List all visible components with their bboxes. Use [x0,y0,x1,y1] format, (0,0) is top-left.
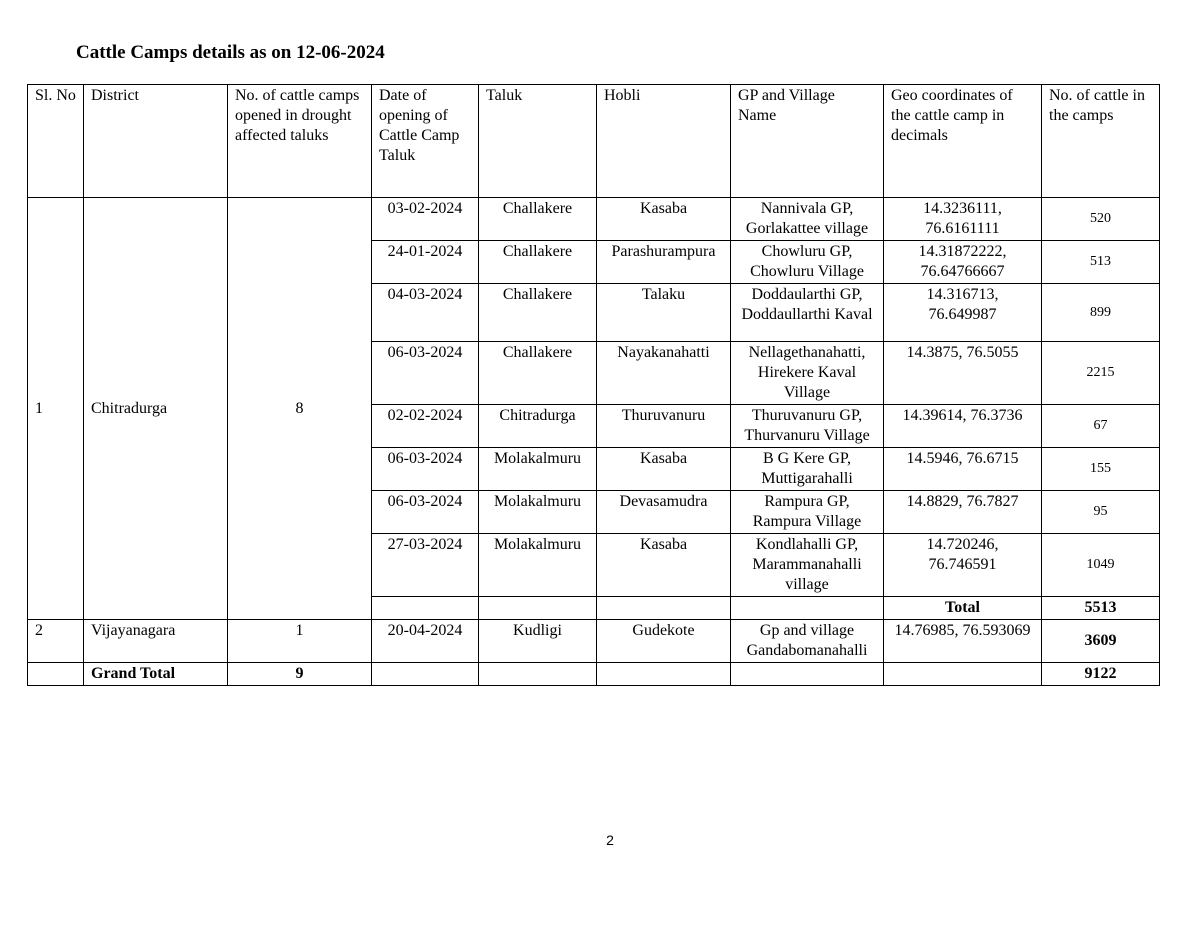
date-cell: 06-03-2024 [372,342,479,405]
cattle-count-cell: 520 [1042,198,1160,241]
taluk-cell: Molakalmuru [479,448,597,491]
gp-village-cell: B G Kere GP, Muttigarahalli [731,448,884,491]
empty-cell [597,597,731,620]
table-row [28,620,1160,663]
gp-village-cell: Gp and village Gandabomanahalli [731,620,884,663]
header-cattle-count: No. of cattle in the camps [1042,85,1160,198]
cattle-count-cell: 1049 [1042,534,1160,597]
gp-village-cell: Chowluru GP, Chowluru Village [731,241,884,284]
empty-cell [479,597,597,620]
header-taluk: Taluk [479,85,597,198]
header-row [28,85,1160,198]
taluk-cell: Molakalmuru [479,534,597,597]
date-cell: 03-02-2024 [372,198,479,241]
date-cell: 04-03-2024 [372,284,479,342]
taluk-cell: Molakalmuru [479,491,597,534]
cattle-count-cell: 95 [1042,491,1160,534]
camps-count-cell: 8 [228,198,372,620]
total-label: Total [884,597,1042,620]
sl-no-cell: 1 [28,198,84,620]
empty-cell [28,663,84,686]
hobli-cell: Kasaba [597,198,731,241]
hobli-cell: Thuruvanuru [597,405,731,448]
hobli-cell: Parashurampura [597,241,731,284]
geo-cell: 14.39614, 76.3736 [884,405,1042,448]
taluk-cell: Kudligi [479,620,597,663]
camps-count-cell: 1 [228,620,372,663]
gp-village-cell: Rampura GP, Rampura Village [731,491,884,534]
table-row [28,198,1160,241]
empty-cell [731,663,884,686]
hobli-cell: Gudekote [597,620,731,663]
header-date-opening: Date of opening of Cattle Camp Taluk [372,85,479,198]
header-hobli: Hobli [597,85,731,198]
district-cell: Chitradurga [84,198,228,620]
gp-village-cell: Nannivala GP, Gorlakattee village [731,198,884,241]
taluk-cell: Challakere [479,284,597,342]
district-cell: Vijayanagara [84,620,228,663]
hobli-cell: Kasaba [597,448,731,491]
geo-cell: 14.31872222, 76.64766667 [884,241,1042,284]
empty-cell [372,663,479,686]
cattle-count-cell: 67 [1042,405,1160,448]
cattle-count-cell: 155 [1042,448,1160,491]
cattle-count-cell: 3609 [1042,620,1160,663]
geo-cell: 14.5946, 76.6715 [884,448,1042,491]
empty-cell [597,663,731,686]
geo-cell: 14.76985, 76.593069 [884,620,1042,663]
date-cell: 02-02-2024 [372,405,479,448]
grand-total-cattle: 9122 [1042,663,1160,686]
taluk-cell: Challakere [479,342,597,405]
date-cell: 20-04-2024 [372,620,479,663]
gp-village-cell: Doddaularthi GP, Doddaullarthi Kaval [731,284,884,342]
cattle-count-cell: 899 [1042,284,1160,342]
geo-cell: 14.720246, 76.746591 [884,534,1042,597]
date-cell: 06-03-2024 [372,491,479,534]
grand-total-row [28,663,1160,686]
total-value: 5513 [1042,597,1160,620]
page-number: 2 [606,832,614,848]
cattle-camps-table [27,84,1160,686]
geo-cell: 14.3236111, 76.6161111 [884,198,1042,241]
taluk-cell: Challakere [479,241,597,284]
date-cell: 06-03-2024 [372,448,479,491]
header-district: District [84,85,228,198]
hobli-cell: Talaku [597,284,731,342]
grand-total-label: Grand Total [84,663,228,686]
geo-cell: 14.3875, 76.5055 [884,342,1042,405]
header-camps-opened: No. of cattle camps opened in drought affected taluks [228,85,372,198]
taluk-cell: Chitradurga [479,405,597,448]
empty-cell [479,663,597,686]
geo-cell: 14.8829, 76.7827 [884,491,1042,534]
hobli-cell: Kasaba [597,534,731,597]
cattle-count-cell: 2215 [1042,342,1160,405]
cattle-count-cell: 513 [1042,241,1160,284]
grand-total-camps: 9 [228,663,372,686]
empty-cell [372,597,479,620]
hobli-cell: Nayakanahatti [597,342,731,405]
gp-village-cell: Kondlahalli GP, Marammanahalli village [731,534,884,597]
empty-cell [884,663,1042,686]
hobli-cell: Devasamudra [597,491,731,534]
header-sl-no: Sl. No [28,85,84,198]
header-gp-village: GP and Village Name [731,85,884,198]
empty-cell [731,597,884,620]
date-cell: 27-03-2024 [372,534,479,597]
gp-village-cell: Thuruvanuru GP, Thurvanuru Village [731,405,884,448]
taluk-cell: Challakere [479,198,597,241]
date-cell: 24-01-2024 [372,241,479,284]
gp-village-cell: Nellagethanahatti, Hirekere Kaval Village [731,342,884,405]
sl-no-cell: 2 [28,620,84,663]
page-title: Cattle Camps details as on 12-06-2024 [76,42,385,63]
header-geo-coordinates: Geo coordinates of the cattle camp in decimals [884,85,1042,198]
geo-cell: 14.316713, 76.649987 [884,284,1042,342]
